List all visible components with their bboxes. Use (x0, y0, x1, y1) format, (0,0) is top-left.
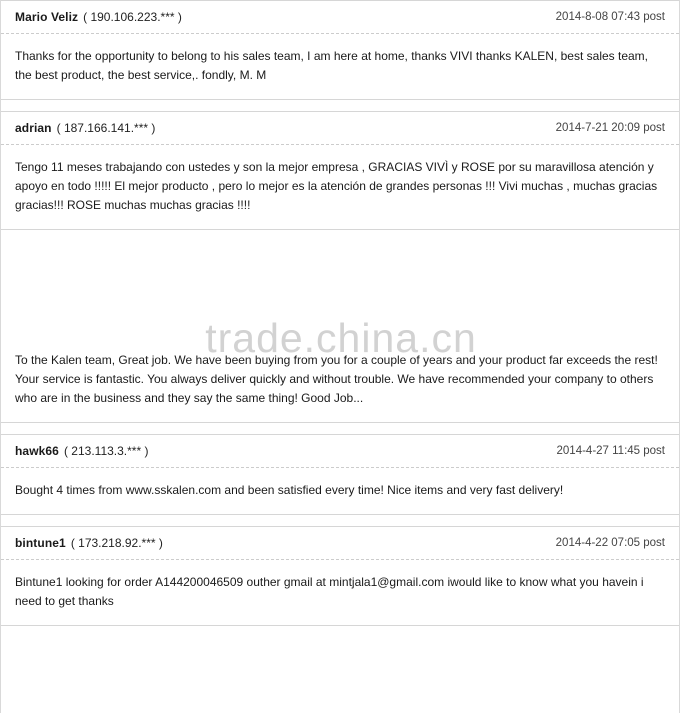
comment-timestamp: 2014-4-27 11:45 post (556, 445, 665, 457)
comment-author-block (15, 444, 148, 458)
comment-header (1, 434, 679, 468)
comment-author-block (15, 121, 155, 135)
comment-author-ip: ( 190.106.223.*** ) (83, 10, 182, 24)
comment-body (1, 34, 679, 100)
comment-separator (1, 515, 679, 526)
comment-text: To the Kalen team, Great job. We have been buying from you for a couple of years and your product far exceeds the rest! Your service is fantastic. You always deliver quickly and without trouble. We have recommended your company to others who are in the business and they say the same thing! Good Job... (15, 353, 658, 405)
comment-item (1, 111, 679, 230)
comment-item (1, 241, 679, 423)
comment-item (1, 526, 679, 626)
comment-body (1, 338, 679, 423)
comment-text: Bought 4 times from www.sskalen.com and been satisfied every time! Nice items and very fast delivery! (15, 483, 564, 497)
comment-author: adrian (15, 121, 52, 135)
comment-separator (1, 100, 679, 111)
comment-header-blank (1, 241, 679, 338)
comment-author-ip: ( 213.113.3.*** ) (63, 444, 149, 458)
comment-author-block (15, 536, 163, 550)
comment-author: hawk66 (15, 444, 59, 458)
comment-header (1, 111, 679, 145)
comment-author-block (15, 10, 182, 24)
comment-timestamp: 2014-8-08 07:43 post (555, 11, 665, 23)
comment-author-ip: ( 173.218.92.*** ) (70, 536, 163, 550)
comment-author-ip: ( 187.166.141.*** ) (56, 121, 156, 135)
comment-text: Bintune1 looking for order A144200046509 outher gmail at mintjala1@gmail.com iwould like to know what you havein i need to get thanks (15, 575, 644, 608)
watermark-text: trade.china.cn (205, 315, 477, 361)
comment-body (1, 560, 679, 626)
comment-author: Mario Veliz (15, 10, 79, 24)
comment-body (1, 468, 679, 515)
comment-author: bintune1 (15, 536, 66, 550)
comment-body (1, 145, 679, 230)
comment-timestamp: 2014-7-21 20:09 post (555, 122, 665, 134)
comment-text: Tengo 11 meses trabajando con ustedes y son la mejor empresa , GRACIAS VIVÌ y ROSE por su maravillosa atención y apoyo en todo !!!!! El mejor producto , pero lo mejor es la atención de grandes personas !!! Vivi muchas , muchas gracias gracias!!! ROSE muchas muchas gracias !!!! (15, 160, 658, 212)
comment-item (1, 0, 679, 100)
comment-header (1, 0, 679, 34)
comment-header (1, 526, 679, 560)
comment-timestamp: 2014-4-22 07:05 post (555, 537, 665, 549)
comment-text: Thanks for the opportunity to belong to his sales team, I am here at home, thanks VIVI thanks KALEN, best sales team, the best product, the best service,. fondly, M. M (15, 49, 648, 82)
comment-separator (1, 230, 679, 241)
comment-item (1, 434, 679, 515)
comment-separator (1, 423, 679, 434)
